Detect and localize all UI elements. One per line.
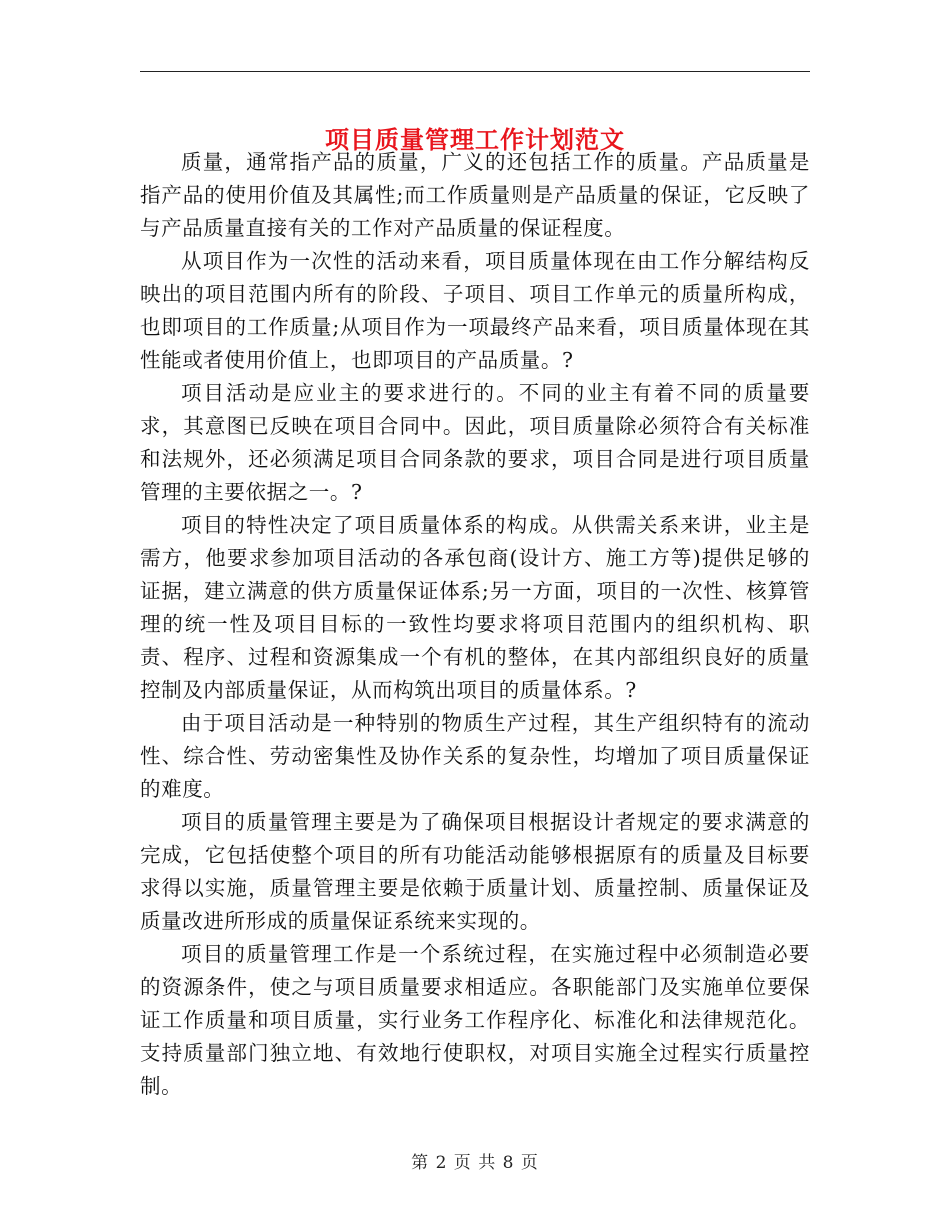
paragraph-2: 从项目作为一次性的活动来看，项目质量体现在由工作分解结构反映出的项目范围内所有的阶段、子项目、项目工作单元的质量所构成，也即项目的工作质量;从项目作为一项最终产品来看，项目质量体现在其性能或者使用价值上，也即项目的产品质量。?: [140, 249, 810, 372]
footer-current-page: 2: [435, 1153, 448, 1173]
paragraph-3: 项目活动是应业主的要求进行的。不同的业主有着不同的质量要求，其意图已反映在项目合同中。因此，项目质量除必须符合有关标准和法规外，还必须满足项目合同条款的要求，项目合同是进行项目质量管理的主要依据之一。?: [140, 381, 810, 504]
paragraph-1: 质量，通常指产品的质量，广义的还包括工作的质量。产品质量是指产品的使用价值及其属性;而工作质量则是产品质量的保证，它反映了与产品质量直接有关的工作对产品质量的保证程度。: [140, 150, 810, 240]
page-footer: [140, 1151, 810, 1175]
footer-total-pages: 8: [502, 1153, 515, 1173]
document-title: 项目质量管理工作计划范文: [325, 126, 625, 155]
paragraph-7: 项目的质量管理工作是一个系统过程，在实施过程中必须制造必要的资源条件，使之与项目质量要求相适应。各职能部门及实施单位要保证工作质量和项目质量，实行业务工作程序化、标准化和法律规范化。支持质量部门独立地、有效地行使职权，对项目实施全过程实行质量控制。: [140, 942, 810, 1098]
footer-prefix: 第: [411, 1153, 430, 1173]
header-rule: [140, 71, 810, 72]
footer-mid: 页 共: [453, 1153, 497, 1173]
paragraph-5: 由于项目活动是一种特别的物质生产过程，其生产组织特有的流动性、综合性、劳动密集性及协作关系的复杂性，均增加了项目质量保证的难度。: [140, 711, 810, 801]
footer-suffix: 页: [520, 1153, 539, 1173]
paragraph-4: 项目的特性决定了项目质量体系的构成。从供需关系来讲，业主是需方，他要求参加项目活动的各承包商(设计方、施工方等)提供足够的证据，建立满意的供方质量保证体系;另一方面，项目的一次性、核算管理的统一性及项目目标的一致性均要求将项目范围内的组织机构、职责、程序、过程和资源集成一个有机的整体，在其内部组织良好的质量控制及内部质量保证，从而构筑出项目的质量体系。?: [140, 513, 810, 702]
paragraph-6: 项目的质量管理主要是为了确保项目根据设计者规定的要求满意的完成，它包括使整个项目的所有功能活动能够根据原有的质量及目标要求得以实施，质量管理主要是依赖于质量计划、质量控制、质量保证及质量改进所形成的质量保证系统来实现的。: [140, 810, 810, 933]
document-body: [140, 146, 810, 1103]
